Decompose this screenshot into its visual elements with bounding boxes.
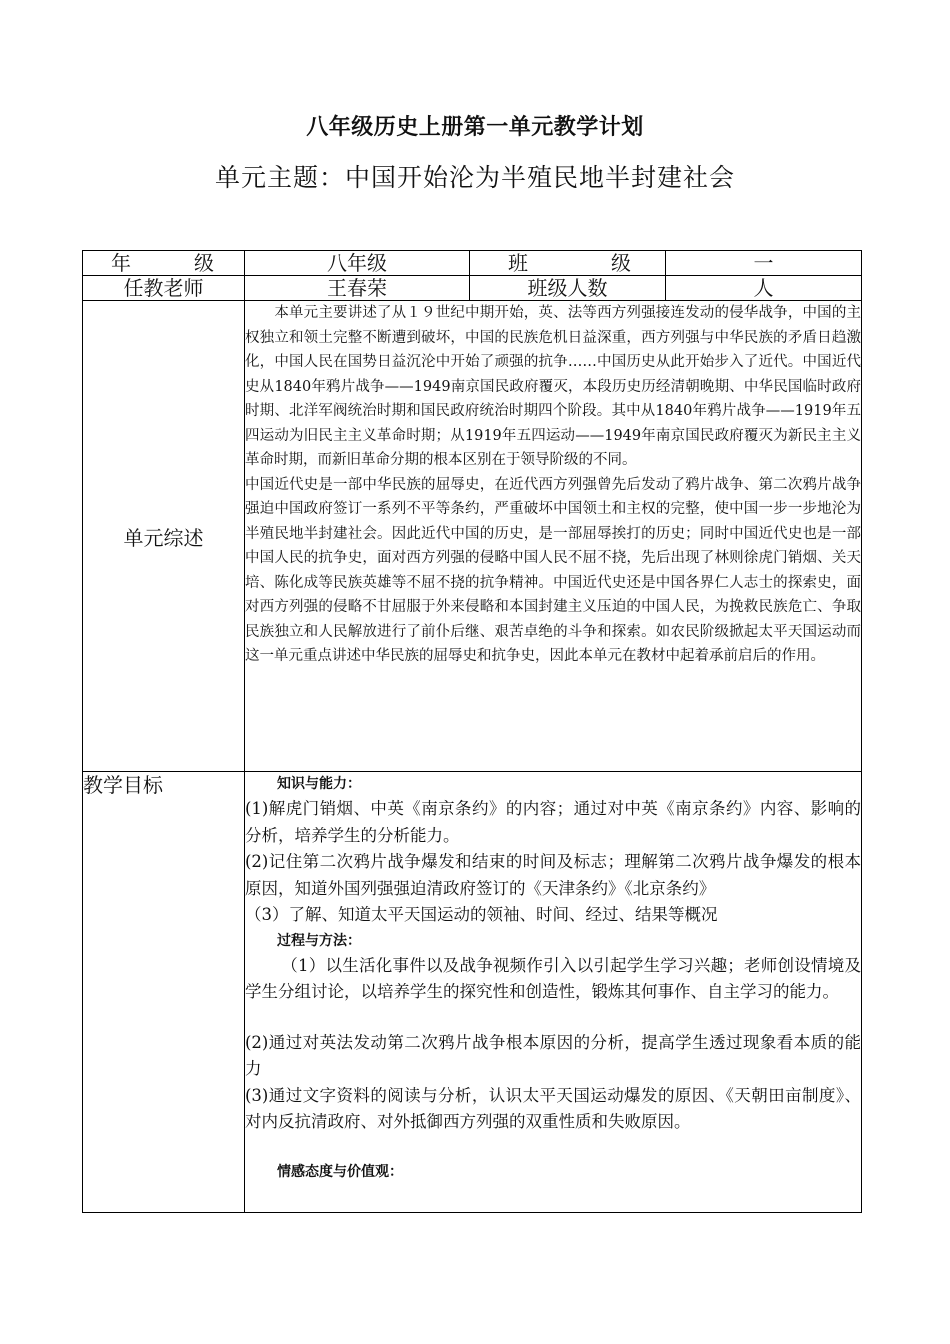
teacher-value: 王春荣	[245, 276, 470, 301]
grade-value: 八年级	[245, 251, 470, 276]
class-label-char-1: 班	[508, 251, 528, 275]
plan-table	[82, 250, 862, 1213]
goals-cell	[245, 772, 862, 1213]
attitude-heading: 情感态度与价值观：	[277, 1163, 403, 1180]
spacer	[245, 1136, 861, 1160]
knowledge-item-1: (1)解虎门销烟、中英《南京条约》的内容；通过对中英《南京条约》内容、影响的分析，培养学生的分析能力。	[245, 799, 861, 845]
summary-paragraph-1: 本单元主要讲述了从１９世纪中期开始，英、法等西方列强接连发动的侵华战争，中国的主权独立和领土完整不断遭到破坏，中国的民族危机日益深重，西方列强与中华民族的矛盾日趋激化，中国人民在国势日益沉沦中开始了顽强的抗争……中国历史从此开始步入了近代。中国近代史从1840年鸦片战争——1949南京国民政府覆灭，本段历史历经清朝晚期、中华民国临时政府时期、北洋军阀统治时期和国民政府统治时期四个阶段。其中从1840年鸦片战争——1919年五四运动为旧民主主义革命时期；从1919年五四运动——1949年南京国民政府覆灭为新民主主义革命时期，而新旧革命分期的根本区别在于领导阶级的不同。	[245, 305, 861, 468]
goals-row	[83, 772, 862, 1213]
knowledge-heading: 知识与能力：	[277, 776, 361, 792]
document-subtitle: 单元主题：中国开始沦为半殖民地半封建社会	[214, 163, 735, 192]
summary-label: 单元综述	[83, 301, 245, 772]
knowledge-item-3: （3）了解、知道太平天国运动的领袖、时间、经过、结果等概况	[245, 905, 718, 924]
count-value: 人	[666, 276, 862, 301]
grade-row	[83, 251, 862, 276]
class-label-char-2: 级	[611, 251, 631, 275]
class-label-cell	[470, 251, 666, 276]
process-item-3: (3)通过文字资料的阅读与分析，认识太平天国运动爆发的原因、《天朝田亩制度》、对内反抗清政府、对外抵御西方列强的双重性质和失败原因。	[245, 1085, 861, 1131]
teacher-row	[83, 276, 862, 301]
grade-label-cell	[83, 251, 245, 276]
process-item-2: (2)通过对英法发动第二次鸦片战争根本原因的分析，提高学生透过现象看本质的能力	[245, 1032, 861, 1078]
class-value: 一	[666, 251, 862, 276]
grade-label-char-1: 年	[111, 251, 131, 275]
knowledge-item-2: (2)记住第二次鸦片战争爆发和结束的时间及标志；理解第二次鸦片战争爆发的根本原因，知道外国列强强迫清政府签订的《天津条约》《北京条约》	[245, 852, 861, 898]
summary-row	[83, 301, 862, 772]
process-item-1: （1）以生活化事件以及战争视频作引入以引起学生学习兴趣；老师创设情境及学生分组讨论，以培养学生的探究性和创造性，锻炼其何事作、自主学习的能力。	[245, 955, 861, 1001]
summary-paragraph-2: 中国近代史是一部中华民族的屈辱史，在近代西方列强曾先后发动了鸦片战争、第二次鸦片战争强迫中国政府签订一系列不平等条约，严重破坏中国领土和主权的完整，使中国一步一步地沦为半殖民地半封建社会。因此近代中国的历史，是一部屈辱挨打的历史；同时中国近代史也是一部中国人民的抗争史，面对西方列强的侵略中国人民不屈不挠，先后出现了林则徐虎门销烟、关天培、陈化成等民族英雄等不屈不挠的抗争精神。中国近代史还是中国各界仁人志士的探索史，面对西方列强的侵略不甘屈服于外来侵略和本国封建主义压迫的中国人民，为挽救民族危亡、争取民族独立和人民解放进行了前仆后继、艰苦卓绝的斗争和探索。如农民阶级掀起太平天国运动而这一单元重点讲述中华民族的屈辱史和抗争史，因此本单元在教材中起着承前启后的作用。	[245, 476, 861, 664]
summary-cell	[245, 301, 862, 772]
grade-label-char-2: 级	[194, 251, 214, 275]
document-title: 八年级历史上册第一单元教学计划	[306, 114, 644, 140]
teacher-label: 任教老师	[83, 276, 245, 301]
process-heading: 过程与方法：	[277, 932, 361, 949]
spacer	[245, 1006, 861, 1030]
goals-label: 教学目标	[83, 772, 245, 1213]
count-label: 班级人数	[470, 276, 666, 301]
